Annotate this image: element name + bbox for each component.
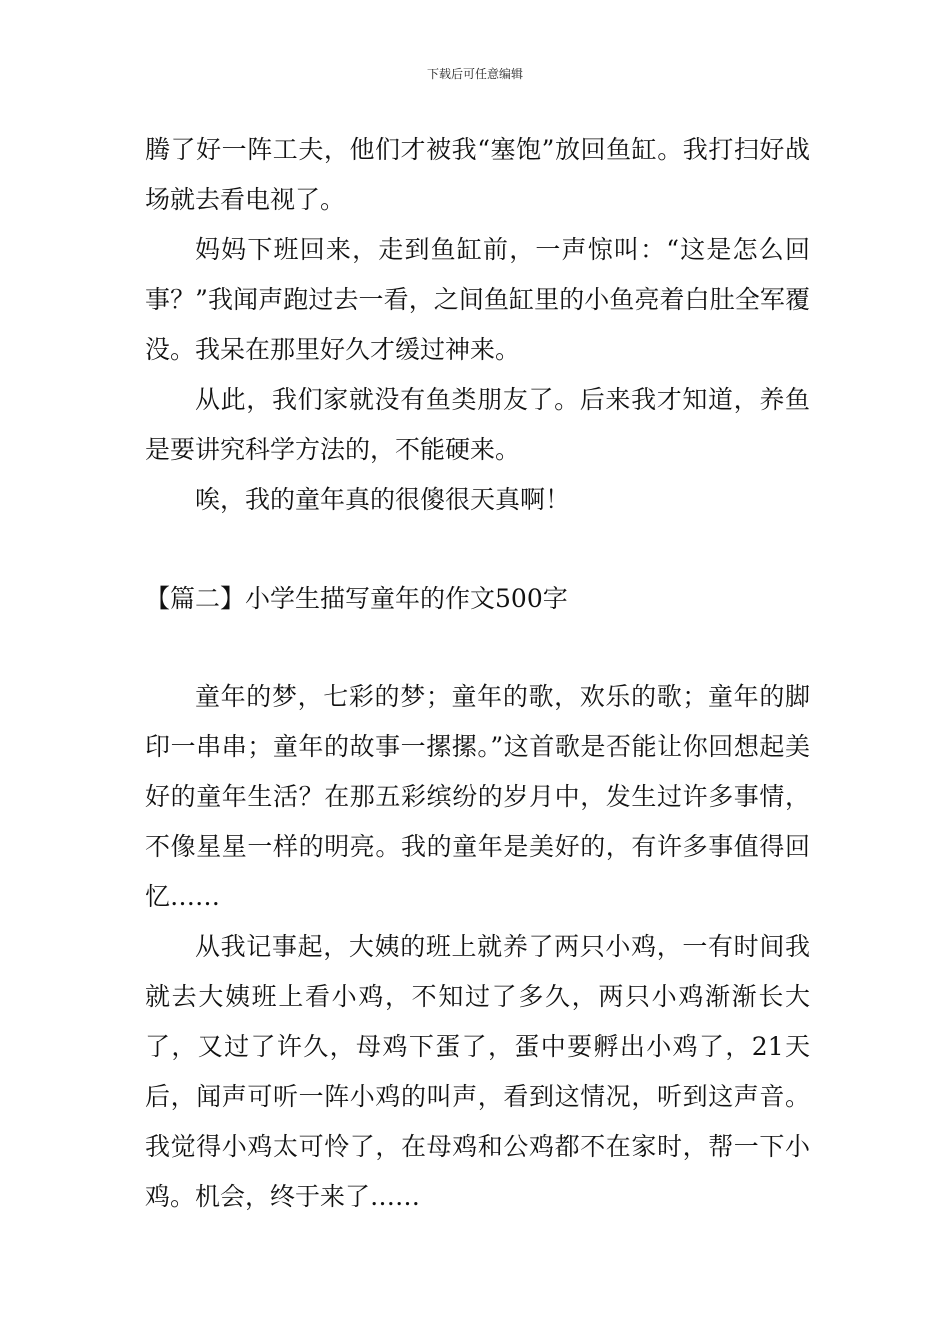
paragraph: 唉，我的童年真的很傻很天真啊！: [195, 485, 571, 514]
paragraph: 童年的梦，七彩的梦；童年的歌，欢乐的歌；童年的脚印一串串；童年的故事一摞摞。”这首歌是否能让你回想起美好的童年生活？在那五彩缤纷的岁月中，发生过许多事情，不像星星一样的明亮。我的童年是美好的，有许多事值得回忆……: [145, 682, 810, 911]
section-1-text: [145, 125, 810, 525]
paragraph: 妈妈下班回来，走到鱼缸前，一声惊叫：“这是怎么回事？”我闻声跑过去一看，之间鱼缸里的小鱼亮着白肚全军覆没。我呆在那里好久才缓过神来。: [145, 235, 810, 364]
page-header-note: 下载后可任意编辑: [426, 67, 523, 81]
paragraph-continuation: 腾了好一阵工夫，他们才被我“塞饱”放回鱼缸。我打扫好战场就去看电视了。: [145, 135, 810, 214]
section-2-text: [145, 672, 810, 1222]
paragraph: 从我记事起，大姨的班上就养了两只小鸡，一有时间我就去大姨班上看小鸡，不知过了多久，两只小鸡渐渐长大了，又过了许久，母鸡下蛋了，蛋中要孵出小鸡了，21天后，闻声可听一阵小鸡的叫声，看到这情况，听到这声音。我觉得小鸡太可怜了，在母鸡和公鸡都不在家时，帮一下小鸡。机会，终于来了……: [145, 932, 810, 1211]
paragraph: 从此，我们家就没有鱼类朋友了。后来我才知道，养鱼是要讲究科学方法的，不能硬来。: [145, 385, 810, 464]
section-heading: 【篇二】小学生描写童年的作文500字: [145, 584, 568, 613]
